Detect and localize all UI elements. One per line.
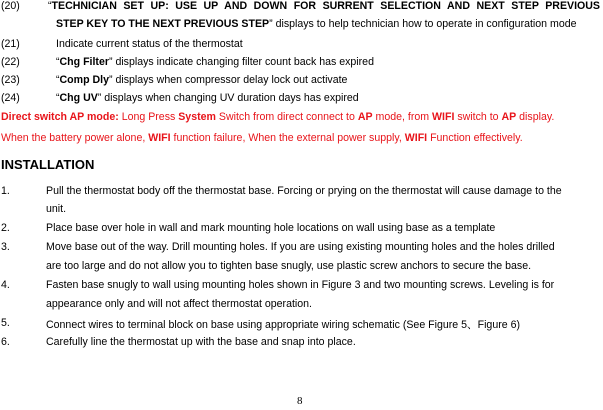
item-number: (24)	[1, 92, 20, 104]
step-text: Fasten base snugly to wall using mounting holes shown in Figure 3 and two mounting screws. Leveling is for	[46, 279, 555, 291]
step-text: Place base over hole in wall and mark mounting hole locations on wall using base as a template	[46, 222, 496, 234]
step-text-cont: are too large and do not allow you to tighten base snugly, use plastic screw anchors to secure the base.	[46, 260, 532, 272]
step-text: Pull the thermostat body off the thermostat base. Forcing or prying on the thermostat will cause damage to the	[46, 185, 562, 197]
item-number: (20)	[1, 0, 20, 12]
item-text: “Comp Dly” displays when compressor delay lock out activate	[56, 74, 348, 86]
step-number: 5.	[1, 317, 10, 329]
item-20-line2: STEP KEY TO THE NEXT PREVIOUS STEP” displays to help technician how to operate in configuration mode	[56, 18, 577, 30]
step-number: 4.	[1, 279, 10, 291]
item-20-line1: “TECHNICIAN SET UP: USE UP AND DOWN FOR SURRENT SELECTION AND NEXT STEP PREVIOUS	[48, 0, 600, 12]
item-text: Indicate current status of the thermostat	[56, 38, 243, 50]
step-text-cont: appearance only and will not affect thermostat operation.	[46, 298, 312, 310]
step-text-cont: unit.	[46, 203, 67, 215]
step-number: 1.	[1, 185, 10, 197]
ap-mode-note-line1: Direct switch AP mode: Long Press System Switch from direct connect to AP mode, from WIFI switch to AP display.	[1, 111, 555, 123]
step-number: 6.	[1, 336, 10, 348]
item-number: (22)	[1, 56, 20, 68]
step-text: Move base out of the way. Drill mounting holes. If you are using existing mounting holes and the holes drilled	[46, 241, 555, 253]
item-text: “Chg UV” displays when changing UV duration days has expired	[56, 92, 359, 104]
ap-mode-note-line2: When the battery power alone, WIFI function failure, When the external power supply, WIFI Function effectively.	[1, 132, 523, 144]
step-number: 3.	[1, 241, 10, 253]
step-number: 2.	[1, 222, 10, 234]
page-number: 8	[297, 395, 303, 407]
step-text: Connect wires to terminal block on base using appropriate wiring schematic (See Figure 5、Figure 6)	[46, 319, 520, 331]
installation-heading: INSTALLATION	[1, 157, 95, 172]
item-number: (21)	[1, 38, 20, 50]
item-number: (23)	[1, 74, 20, 86]
step-text: Carefully line the thermostat up with the base and snap into place.	[46, 336, 356, 348]
item-text: “Chg Filter” displays indicate changing filter count back has expired	[56, 56, 374, 68]
